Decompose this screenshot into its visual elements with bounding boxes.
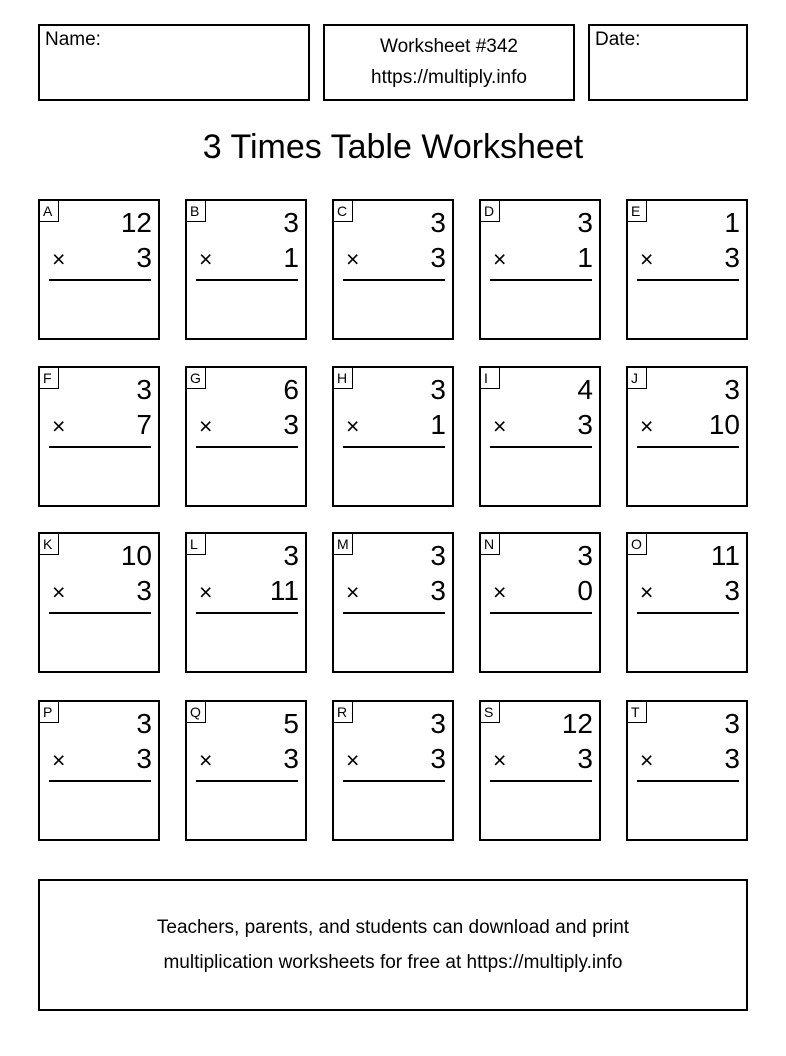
bottom-number: 3 bbox=[430, 575, 446, 606]
bottom-number: 0 bbox=[577, 575, 593, 606]
answer-line bbox=[637, 446, 739, 448]
problem-letter: M bbox=[333, 533, 353, 555]
answer-line bbox=[637, 612, 739, 614]
problem-cell[interactable] bbox=[626, 532, 748, 673]
problem-letter: K bbox=[39, 533, 59, 555]
bottom-number: 1 bbox=[577, 242, 593, 273]
top-number: 12 bbox=[561, 708, 593, 739]
answer-line bbox=[196, 780, 298, 782]
bottom-number: 3 bbox=[430, 242, 446, 273]
problem-cell[interactable] bbox=[185, 700, 307, 841]
bottom-number: 1 bbox=[430, 409, 446, 440]
top-number: 6 bbox=[283, 374, 299, 405]
answer-line bbox=[490, 612, 592, 614]
problem-cell[interactable] bbox=[38, 532, 160, 673]
footer-box bbox=[38, 879, 748, 1011]
bottom-number: 11 bbox=[269, 575, 299, 606]
top-number: 3 bbox=[136, 374, 152, 405]
multiply-sign: × bbox=[346, 413, 360, 439]
multiply-sign: × bbox=[493, 246, 507, 272]
problem-cell[interactable] bbox=[332, 199, 454, 340]
problem-cell[interactable] bbox=[626, 700, 748, 841]
top-number: 1 bbox=[724, 207, 740, 238]
multiply-sign: × bbox=[52, 246, 66, 272]
top-number: 11 bbox=[710, 540, 740, 571]
answer-line bbox=[637, 279, 739, 281]
multiply-sign: × bbox=[52, 413, 66, 439]
multiply-sign: × bbox=[52, 579, 66, 605]
multiply-sign: × bbox=[346, 579, 360, 605]
worksheet-number: Worksheet #342 bbox=[379, 36, 518, 57]
problem-letter: L bbox=[186, 533, 206, 555]
answer-line bbox=[196, 612, 298, 614]
top-number: 4 bbox=[577, 374, 593, 405]
problem-letter: H bbox=[333, 367, 353, 389]
answer-line bbox=[637, 780, 739, 782]
top-number: 3 bbox=[430, 374, 446, 405]
top-number: 3 bbox=[577, 540, 593, 571]
multiply-sign: × bbox=[493, 413, 507, 439]
bottom-number: 3 bbox=[283, 743, 299, 774]
top-number: 3 bbox=[283, 207, 299, 238]
problem-cell[interactable] bbox=[479, 532, 601, 673]
problem-cell[interactable] bbox=[626, 366, 748, 507]
answer-line bbox=[196, 446, 298, 448]
name-label: Name: bbox=[45, 29, 101, 50]
problem-cell[interactable] bbox=[332, 532, 454, 673]
bottom-number: 3 bbox=[136, 575, 152, 606]
problem-letter: B bbox=[186, 200, 206, 222]
answer-line bbox=[343, 279, 445, 281]
problem-cell[interactable] bbox=[479, 199, 601, 340]
footer-line-1: Teachers, parents, and students can download and print bbox=[156, 917, 630, 938]
answer-line bbox=[343, 780, 445, 782]
multiply-sign: × bbox=[199, 246, 213, 272]
answer-line bbox=[490, 279, 592, 281]
top-number: 3 bbox=[430, 708, 446, 739]
answer-line bbox=[49, 279, 151, 281]
top-number: 3 bbox=[430, 207, 446, 238]
problem-letter: E bbox=[627, 200, 647, 222]
top-number: 3 bbox=[577, 207, 593, 238]
multiply-sign: × bbox=[199, 747, 213, 773]
bottom-number: 3 bbox=[724, 575, 740, 606]
multiply-sign: × bbox=[493, 579, 507, 605]
multiply-sign: × bbox=[52, 747, 66, 773]
bottom-number: 7 bbox=[136, 409, 152, 440]
multiply-sign: × bbox=[640, 579, 654, 605]
problem-cell[interactable] bbox=[185, 532, 307, 673]
bottom-number: 3 bbox=[577, 743, 593, 774]
problem-cell[interactable] bbox=[38, 199, 160, 340]
bottom-number: 3 bbox=[136, 743, 152, 774]
problem-letter: R bbox=[333, 701, 353, 723]
multiply-sign: × bbox=[640, 246, 654, 272]
bottom-number: 3 bbox=[724, 743, 740, 774]
problem-cell[interactable] bbox=[185, 199, 307, 340]
top-number: 12 bbox=[120, 207, 152, 238]
problem-cell[interactable] bbox=[332, 700, 454, 841]
worksheet-url: https://multiply.info bbox=[371, 67, 527, 88]
problem-cell[interactable] bbox=[332, 366, 454, 507]
problem-letter: J bbox=[627, 367, 647, 389]
multiply-sign: × bbox=[199, 413, 213, 439]
answer-line bbox=[490, 446, 592, 448]
footer-line-2: multiplication worksheets for free at https://multiply.info bbox=[163, 952, 623, 973]
problem-letter: F bbox=[39, 367, 59, 389]
bottom-number: 3 bbox=[136, 242, 152, 273]
name-field-box[interactable] bbox=[38, 24, 310, 101]
problem-letter: C bbox=[333, 200, 353, 222]
problem-cell[interactable] bbox=[626, 199, 748, 340]
bottom-number: 3 bbox=[283, 409, 299, 440]
problem-letter: A bbox=[39, 200, 59, 222]
answer-line bbox=[343, 612, 445, 614]
answer-line bbox=[49, 780, 151, 782]
multiply-sign: × bbox=[493, 747, 507, 773]
multiply-sign: × bbox=[640, 747, 654, 773]
problem-cell[interactable] bbox=[185, 366, 307, 507]
problem-cell[interactable] bbox=[479, 366, 601, 507]
multiply-sign: × bbox=[199, 579, 213, 605]
problem-letter: S bbox=[480, 701, 500, 723]
date-label: Date: bbox=[595, 29, 641, 50]
bottom-number: 3 bbox=[430, 743, 446, 774]
bottom-number: 3 bbox=[724, 242, 740, 273]
multiply-sign: × bbox=[346, 747, 360, 773]
top-number: 3 bbox=[136, 708, 152, 739]
answer-line bbox=[49, 446, 151, 448]
answer-line bbox=[49, 612, 151, 614]
bottom-number: 3 bbox=[577, 409, 593, 440]
multiply-sign: × bbox=[640, 413, 654, 439]
date-field-box[interactable] bbox=[588, 24, 748, 101]
top-number: 3 bbox=[283, 540, 299, 571]
problem-letter: P bbox=[39, 701, 59, 723]
top-number: 3 bbox=[724, 374, 740, 405]
answer-line bbox=[490, 780, 592, 782]
top-number: 3 bbox=[430, 540, 446, 571]
problem-cell[interactable] bbox=[479, 700, 601, 841]
bottom-number: 1 bbox=[283, 242, 299, 273]
problem-letter: Q bbox=[186, 701, 206, 723]
top-number: 10 bbox=[120, 540, 152, 571]
problem-letter: O bbox=[627, 533, 647, 555]
problem-letter: N bbox=[480, 533, 500, 555]
answer-line bbox=[196, 279, 298, 281]
problem-cell[interactable] bbox=[38, 700, 160, 841]
answer-line bbox=[343, 446, 445, 448]
problem-letter: D bbox=[480, 200, 500, 222]
multiply-sign: × bbox=[346, 246, 360, 272]
problem-letter: T bbox=[627, 701, 647, 723]
page-title: 3 Times Table Worksheet bbox=[202, 128, 584, 166]
top-number: 5 bbox=[283, 708, 299, 739]
problem-letter: G bbox=[186, 367, 206, 389]
worksheet-info-box bbox=[323, 24, 575, 101]
top-number: 3 bbox=[724, 708, 740, 739]
bottom-number: 10 bbox=[708, 409, 740, 440]
problem-letter: I bbox=[480, 367, 500, 389]
problem-cell[interactable] bbox=[38, 366, 160, 507]
